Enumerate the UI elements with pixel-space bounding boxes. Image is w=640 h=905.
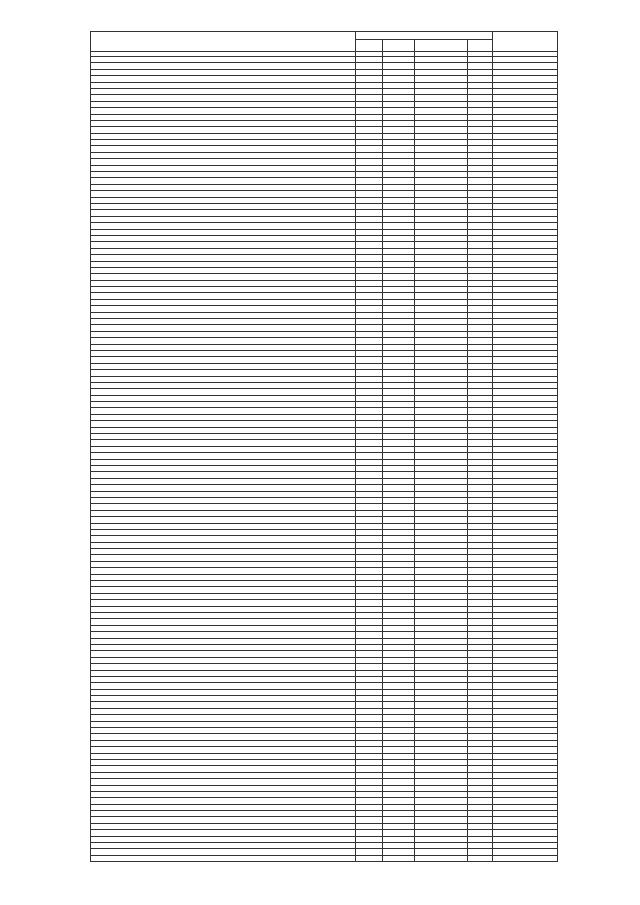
header-item xyxy=(415,40,468,52)
header-expense-type xyxy=(468,40,493,52)
header-annual-volume xyxy=(493,32,558,52)
row-expense-type xyxy=(468,855,493,861)
table-body xyxy=(91,57,558,862)
header-grbs xyxy=(356,40,383,52)
budget-table xyxy=(90,31,558,862)
header-number xyxy=(91,32,356,52)
row-grbs xyxy=(356,855,383,861)
header-codes-group xyxy=(356,32,493,40)
row-amount xyxy=(493,855,558,861)
header-section xyxy=(383,40,415,52)
table-row xyxy=(91,855,558,861)
row-item xyxy=(415,855,468,861)
table-header xyxy=(91,32,558,57)
row-section xyxy=(383,855,415,861)
row-name xyxy=(91,855,356,861)
